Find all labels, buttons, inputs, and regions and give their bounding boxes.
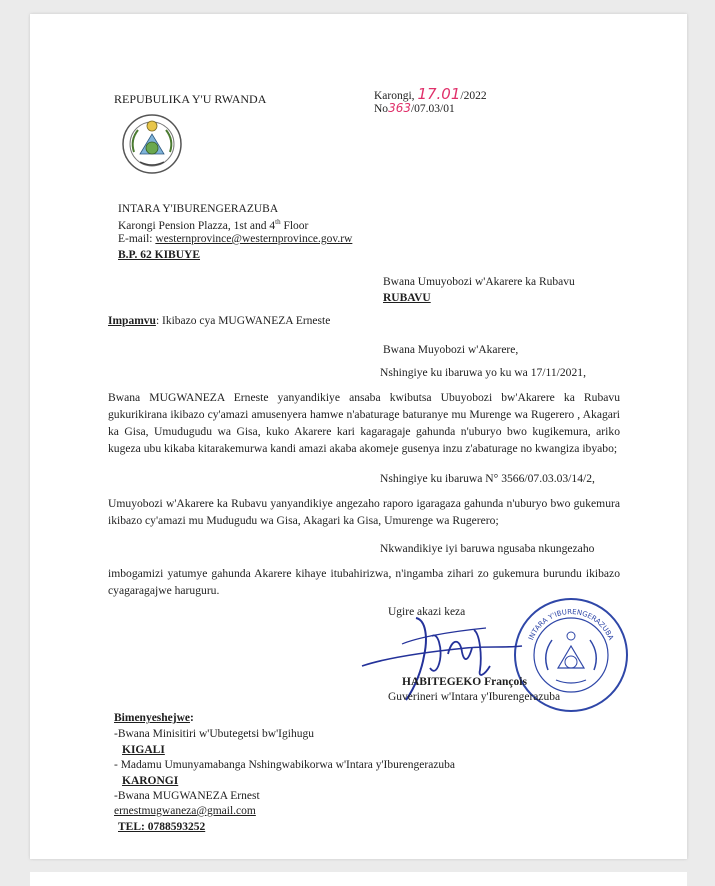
paragraph-3: [108, 540, 620, 599]
reference-prefix: No: [374, 103, 389, 115]
paragraph-1: [108, 364, 620, 457]
rwanda-emblem-icon: [120, 112, 184, 176]
paragraph-3-body: imbogamizi yatumye gahunda Akarere kihaye itubahirizwa, n'ingamba zihari zo gukemura burundu ikibazo cyagaragajwe haruguru.: [108, 567, 620, 597]
paragraph-2: [108, 470, 620, 529]
stamp-text: INTARA Y'IBURENGERAZUBA: [527, 607, 615, 642]
recipient-place: RUBAVU: [383, 292, 431, 304]
paragraph-1-opening: Nshingiye ku ibaruwa yo ku wa 17/11/2021,: [380, 366, 586, 379]
republic-heading: REPUBULIKA Y'U RWANDA: [114, 92, 267, 106]
recipient-line: Bwana Umuyobozi w'Akarere ka Rubavu: [383, 276, 575, 288]
paragraph-1-body: Bwana MUGWANEZA Erneste yanyandikiye ansaba kwibutsa Ubuyobozi bw'Akarere ka Rubavu gukurikirana ikibazo cy'amazi amusenyera hamwe n'abaturage baturanye mu Murenge wa Rugerero , Akagari ka Gisa, Umudugudu wa Gisa, kuko Akarere kari kagaragaje gahunda n'uburyo bwo kugikemura, ariko kugeza ubu kikaba kitarakemurwa kandi amazi akaba akomeje gusenya inzu z'abaturage no kwangiza ibyabo;: [108, 391, 620, 455]
date-city: Karongi,: [374, 90, 418, 102]
copies-heading: [114, 712, 194, 724]
address-text: Karongi Pension Plazza, 1st and 4: [118, 219, 276, 232]
subject-text: : Ikibazo cya MUGWANEZA Erneste: [155, 315, 331, 327]
province-name: INTARA Y'IBURENGERAZUBA: [118, 203, 279, 215]
signatory-title: Guverineri w'Intara y'Iburengerazuba: [388, 691, 561, 703]
date-year: /2022: [460, 90, 487, 102]
closing: Ugire akazi keza: [388, 606, 466, 618]
province-address: [118, 218, 308, 232]
copies-label: Bimenyeshejwe: [114, 712, 191, 724]
paragraph-2-opening: Nshingiye ku ibaruwa N° 3566/07.03.03/14/2,: [380, 472, 595, 485]
copy-item-3: - Madamu Umunyamabanga Nshingwabikorwa w'Intara y'Iburengerazuba: [114, 759, 456, 771]
province-email-line: [118, 233, 352, 245]
email-label: E-mail:: [118, 233, 156, 245]
address-superscript: th: [275, 218, 281, 226]
svg-text:INTARA Y'IBURENGERAZUBA: [527, 608, 615, 642]
address-end: Floor: [280, 219, 309, 232]
copy-item-phone: TEL: 0788593252: [118, 821, 206, 833]
subject-label: Impamvu: [108, 315, 156, 327]
copies-colon: :: [190, 712, 194, 724]
po-box: B.P. 62 KIBUYE: [118, 249, 201, 261]
reference-line: [374, 101, 455, 115]
copy-item-1: -Bwana Minisitiri w'Ubutegetsi bw'Igihugu: [114, 728, 314, 740]
copy-item-5: -Bwana MUGWANEZA Ernest: [114, 790, 260, 802]
copy-item-2: KIGALI: [122, 744, 165, 756]
salutation: Bwana Muyobozi w'Akarere,: [383, 344, 519, 356]
signatory-name: HABITEGEKO François: [402, 676, 527, 688]
paragraph-2-body: Umuyobozi w'Akarere ka Rubavu yanyandikiye angezaho raporo igaragaza gahunda n'uburyo bwo gukemura ikibazo cy'amazi mu Mudugudu wa Gisa, Akagari ka Gisa, Umurenge wa Rugerero;: [108, 497, 620, 527]
date-handwritten: 17.01: [417, 85, 461, 103]
copy-item-email[interactable]: ernestmugwaneza@gmail.com: [114, 805, 256, 817]
signature-image: [356, 608, 526, 704]
paragraph-3-opening: Nkwandikiye iyi baruwa ngusaba nkungezaho: [380, 542, 595, 555]
copy-item-4: KARONGI: [122, 775, 179, 787]
subject-line: [108, 315, 330, 327]
next-page-edge: [30, 872, 687, 886]
reference-suffix: /07.03/01: [410, 103, 455, 115]
province-email-link[interactable]: westernprovince@westernprovince.gov.rw: [155, 233, 353, 245]
reference-handwritten: 363: [388, 101, 411, 115]
